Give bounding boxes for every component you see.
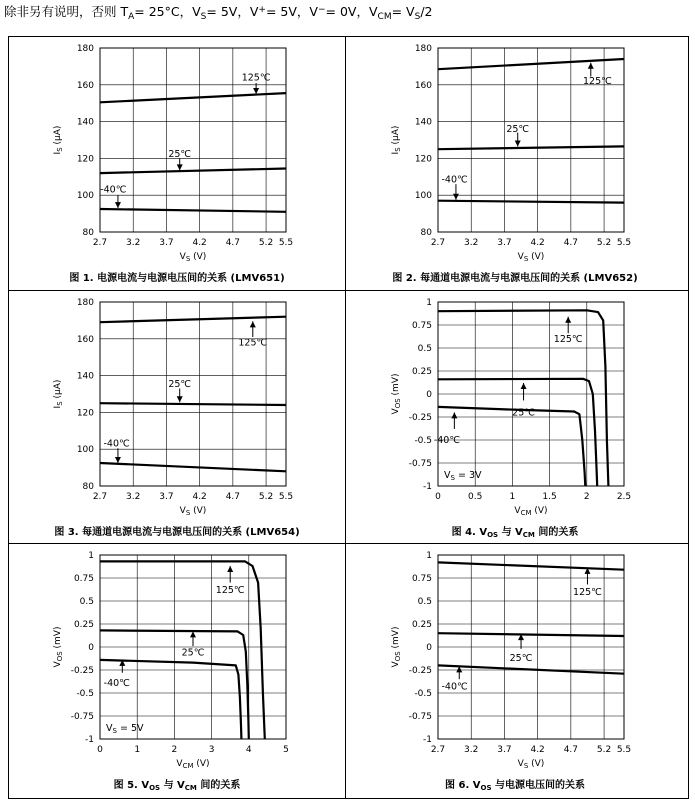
series-line-25c (438, 633, 624, 636)
series-annotation-label: 25℃ (506, 123, 530, 135)
x-axis-label: $V_S$ (V) (179, 506, 207, 517)
figure-caption: 图 2. 每通道电源电流与电源电压间的关系 (LMV652) (392, 273, 638, 284)
y-tick-label: 0.5 (417, 344, 432, 354)
x-tick-label: 4.2 (192, 492, 207, 502)
annotation-arrowhead (565, 317, 571, 323)
figure-4 (347, 291, 683, 541)
chart-svg (347, 291, 683, 541)
series-line-minus40c (438, 665, 624, 673)
grid-divider-vertical (345, 36, 346, 799)
annotation-arrowhead (177, 164, 183, 170)
supply-note: $V_S = 5V$ (106, 723, 144, 735)
x-tick-label: 2 (583, 492, 590, 502)
y-axis-label: $V_{OS}$ (mV) (391, 626, 402, 668)
x-tick-label: 0 (97, 745, 103, 755)
y-tick-label: 80 (82, 482, 94, 492)
y-tick-label: 0.25 (73, 620, 94, 630)
y-tick-label: 120 (76, 154, 94, 165)
y-tick-label: -0.25 (408, 666, 432, 676)
y-tick-label: 0.75 (73, 574, 94, 584)
annotation-arrowhead (588, 63, 594, 69)
y-tick-label: -1 (423, 482, 432, 492)
y-axis-label: $I_S$ (μA) (391, 125, 402, 155)
y-tick-label: 80 (420, 228, 432, 238)
annotation-arrowhead (250, 321, 256, 327)
y-tick-label: 1 (88, 551, 94, 561)
x-tick-label: 5.5 (616, 238, 632, 248)
y-tick-label: 180 (76, 298, 94, 308)
figure-3 (9, 291, 345, 541)
x-axis-label: $V_{CM}$ (V) (514, 506, 548, 517)
series-annotation-label: -40℃ (103, 438, 130, 450)
y-tick-label: -1 (85, 735, 94, 745)
y-tick-label: -0.75 (70, 712, 94, 722)
y-tick-label: 80 (82, 228, 94, 238)
y-tick-label: 0.25 (411, 620, 432, 630)
y-tick-label: -1 (423, 735, 432, 745)
x-tick-label: 4.2 (192, 238, 207, 248)
y-tick-label: 160 (76, 334, 94, 345)
x-tick-label: 2.7 (430, 745, 446, 755)
x-tick-label: 3.7 (159, 492, 174, 502)
figure-caption: 图 5. $V_{OS}$ 与 $V_{CM}$ 间的关系 (113, 780, 241, 792)
series-line-125c (100, 317, 286, 323)
y-tick-label: 0.75 (411, 321, 432, 331)
chart-svg (9, 37, 345, 287)
x-tick-label: 0 (435, 492, 441, 502)
y-tick-label: 160 (76, 80, 94, 91)
figure-caption: 图 6. $V_{OS}$ 与电源电压间的关系 (445, 780, 585, 792)
x-axis-label: $V_S$ (V) (179, 252, 207, 263)
x-tick-label: 4.7 (563, 745, 579, 755)
series-annotation-label: 25℃ (509, 653, 533, 665)
y-tick-label: 0 (426, 390, 432, 400)
annotation-arrowhead (451, 412, 457, 418)
gridlines (438, 555, 624, 739)
series-annotation-label: 25℃ (168, 148, 192, 160)
x-tick-label: 0.5 (468, 492, 483, 502)
figure-2 (347, 37, 683, 287)
series-annotation-label: 25℃ (168, 378, 192, 390)
y-tick-label: 180 (414, 44, 432, 54)
figure-6 (347, 544, 683, 794)
y-axis-label: $I_S$ (μA) (53, 379, 64, 409)
y-tick-label: 140 (76, 371, 94, 382)
y-tick-label: -0.5 (76, 689, 94, 699)
figure-caption: 图 1. 电源电流与电源电压间的关系 (LMV651) (69, 273, 285, 284)
series-annotation-label: -40℃ (100, 184, 127, 196)
y-tick-label: 0.25 (411, 367, 432, 377)
x-tick-label: 3.2 (464, 238, 479, 248)
y-axis-label: $V_{OS}$ (mV) (53, 626, 64, 668)
annotation-arrowhead (190, 631, 196, 637)
y-tick-label: 100 (414, 191, 432, 202)
x-tick-label: 3.7 (497, 745, 512, 755)
annotation-arrowhead (453, 194, 459, 200)
x-tick-label: 4.2 (530, 745, 545, 755)
y-tick-label: 0.5 (79, 597, 94, 607)
y-tick-label: 1 (426, 551, 432, 561)
x-tick-label: 1.5 (542, 492, 557, 502)
series-line-25c (100, 403, 286, 405)
series-annotation-label: 125℃ (553, 333, 583, 345)
series-line-25c (438, 146, 624, 149)
x-tick-label: 5.5 (278, 238, 294, 248)
series-annotation-label: -40℃ (103, 677, 130, 689)
y-tick-label: 100 (76, 191, 94, 202)
x-tick-label: 4 (245, 745, 252, 755)
y-axis-label: $V_{OS}$ (mV) (391, 373, 402, 415)
chart-svg (347, 37, 683, 287)
x-axis-label: $V_S$ (V) (517, 759, 545, 770)
chart-svg (9, 544, 345, 794)
y-tick-label: 140 (76, 117, 94, 128)
y-tick-label: -0.5 (414, 689, 432, 699)
y-tick-label: 180 (76, 44, 94, 54)
y-tick-label: -0.5 (414, 436, 432, 446)
series-line-minus40c (100, 463, 286, 471)
x-axis-label: $V_S$ (V) (517, 252, 545, 263)
x-tick-label: 5.2 (258, 238, 274, 248)
y-tick-label: 1 (426, 298, 432, 308)
series-annotation-label: 25℃ (512, 407, 535, 419)
series-line-minus40c (438, 201, 624, 203)
y-tick-label: -0.75 (408, 459, 432, 469)
series-annotation-label: 125℃ (573, 586, 602, 598)
x-tick-label: 2.7 (92, 492, 108, 502)
y-tick-label: 140 (414, 117, 432, 128)
x-tick-label: 3.2 (126, 492, 141, 502)
series-annotation-label: 125℃ (215, 584, 245, 596)
series-annotation-label: 125℃ (238, 337, 268, 349)
y-tick-label: 0 (426, 643, 432, 653)
x-tick-label: 3 (208, 745, 215, 755)
series-line-125c (438, 562, 624, 569)
x-tick-label: 5.2 (596, 238, 612, 248)
y-tick-label: -0.25 (408, 413, 432, 423)
figure-5 (9, 544, 345, 794)
y-tick-label: -0.25 (70, 666, 94, 676)
x-tick-label: 2.5 (616, 492, 632, 502)
series-annotation-label: 125℃ (583, 76, 612, 88)
x-tick-label: 5.2 (596, 745, 612, 755)
y-tick-label: -0.75 (408, 712, 432, 722)
series-line-minus40c (100, 209, 286, 212)
annotation-arrowhead (177, 396, 183, 402)
y-tick-label: 120 (414, 154, 432, 165)
x-tick-label: 5.2 (258, 492, 274, 502)
annotation-arrowhead (515, 140, 521, 146)
series-line-125c (100, 93, 286, 102)
annotation-arrowhead (115, 202, 121, 208)
plot-frame (100, 302, 286, 486)
x-tick-label: 3.7 (497, 238, 512, 248)
series-annotation-label: -40℃ (441, 681, 468, 693)
x-tick-label: 3.7 (159, 238, 174, 248)
figure-caption: 图 3. 每通道电源电流与电源电压间的关系 (LMV654) (54, 527, 300, 538)
y-tick-label: 120 (76, 408, 94, 419)
x-tick-label: 3.2 (126, 238, 141, 248)
x-tick-label: 4.7 (225, 492, 241, 502)
chart-svg (347, 544, 683, 794)
x-tick-label: 4.2 (530, 238, 545, 248)
conditions-header: 除非另有说明，否则 $T_A= 25^\circ C$，$V_S= 5V$，V+= 5V，V−= 0V，$V_{CM}= V_S/2$ (4, 4, 433, 22)
annotation-arrowhead (253, 88, 259, 94)
x-tick-label: 2 (171, 745, 178, 755)
x-tick-label: 5.5 (616, 745, 632, 755)
supply-note: $V_S = 3V$ (444, 470, 482, 482)
series-annotation-label: 25℃ (181, 647, 205, 659)
annotation-arrowhead (227, 566, 233, 572)
x-axis-label: $V_{CM}$ (V) (176, 759, 210, 770)
figure-caption: 图 4. $V_{OS}$ 与 $V_{CM}$ 间的关系 (451, 527, 579, 539)
x-tick-label: 5.5 (278, 492, 294, 502)
y-axis-label: $I_S$ (μA) (53, 125, 64, 155)
annotation-arrowhead (521, 383, 527, 389)
chart-svg (9, 291, 345, 541)
y-tick-label: 0.75 (411, 574, 432, 584)
x-tick-label: 4.7 (225, 238, 241, 248)
y-tick-label: 100 (76, 445, 94, 456)
x-tick-label: 1 (134, 745, 141, 755)
series-annotation-label: -40℃ (441, 174, 468, 186)
gridlines (100, 302, 286, 486)
x-tick-label: 5 (283, 745, 289, 755)
x-tick-label: 3.2 (464, 745, 479, 755)
x-tick-label: 4.7 (563, 238, 579, 248)
series-annotation-label: 125℃ (241, 72, 271, 84)
y-tick-label: 0.5 (417, 597, 432, 607)
figure-1 (9, 37, 345, 287)
x-tick-label: 2.7 (92, 238, 108, 248)
series-annotation-label: -40℃ (433, 435, 461, 446)
y-tick-label: 0 (88, 643, 94, 653)
series-line-25c (100, 169, 286, 174)
series-line-125c (438, 59, 624, 69)
annotation-arrowhead (115, 457, 121, 463)
y-tick-label: 160 (414, 80, 432, 91)
x-tick-label: 1 (509, 492, 516, 502)
x-tick-label: 2.7 (430, 238, 446, 248)
